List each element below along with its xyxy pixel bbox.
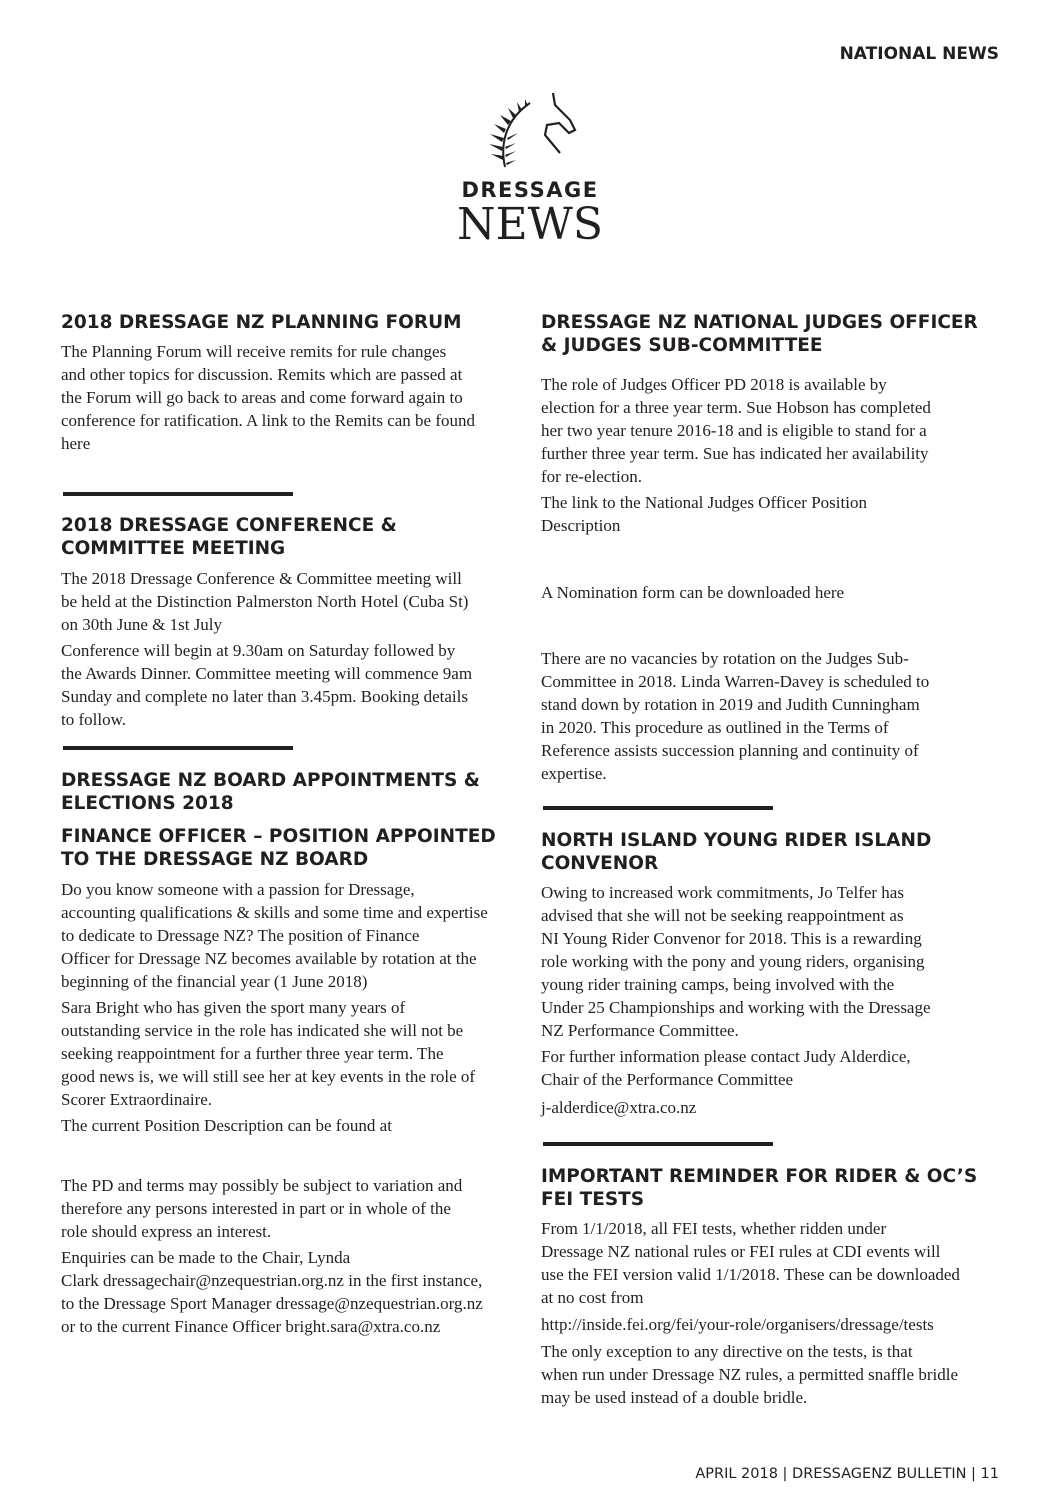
judges-article	[541, 311, 1011, 785]
article-paragraph: A Nomination form can be downloaded here	[541, 583, 845, 602]
logo-dressage: DRESSAGE	[461, 178, 599, 202]
article-heading: 2018 DRESSAGE NZ PLANNING FORUM	[61, 312, 462, 333]
article-paragraph: Enquiries can be made to the Chair, Lynda Clark dressagechair@nzequestrian.org.nz in the first instance, to the Dressage Sport Manager dressage@nzequestrian.org.nz or to the current Finance Officer bright.sara@xtra.co.nz	[61, 1248, 483, 1336]
article-paragraph: The PD and terms may possibly be subject to variation and therefore any persons interested in part or in whole of the role should express an interest.	[61, 1176, 463, 1241]
article-heading: IMPORTANT REMINDER FOR RIDER & OC’S FEI TESTS	[541, 1166, 978, 1210]
article-paragraph: There are no vacancies by rotation on the Judges Sub- Committee in 2018. Linda Warren-Davey is scheduled to stand down by rotation in 2019 and Judith Cunningham in 2020. This procedure as outlined in the Terms of Reference assists succession planning and continuity of expertise.	[541, 649, 930, 783]
article-paragraph: For further information please contact Judy Alderdice, Chair of the Performance Committee	[541, 1047, 911, 1089]
article-paragraph: The Planning Forum will receive remits for rule changes and other topics for discussion. Remits which are passed at the Forum will go back to areas and come forward again to conference for ratification. A link to the Remits can be found here	[61, 342, 476, 453]
planning-forum-article	[61, 311, 531, 455]
article-heading: NORTH ISLAND YOUNG RIDER ISLAND CONVENOR	[541, 830, 932, 874]
divider	[63, 746, 293, 750]
fern-horse-icon	[475, 85, 585, 175]
article-paragraph: Conference will begin at 9.30am on Saturday followed by the Awards Dinner. Committee meeting will commence 9am Sunday and complete no later than 3.45pm. Booking details to follow.	[61, 641, 473, 729]
young-rider-article	[541, 829, 1011, 1119]
fei-tests-link[interactable]: http://inside.fei.org/fei/your-role/organisers/dressage/tests	[541, 1315, 934, 1334]
article-heading: 2018 DRESSAGE CONFERENCE & COMMITTEE MEETING	[61, 515, 397, 559]
article-paragraph: The link to the National Judges Officer Position Description	[541, 493, 867, 535]
article-paragraph: The only exception to any directive on the tests, is that when run under Dressage NZ rules, a permitted snaffle bridle may be used instead of a double bridle.	[541, 1342, 958, 1407]
divider	[63, 492, 293, 496]
contact-email[interactable]: j-alderdice@xtra.co.nz	[541, 1098, 697, 1117]
article-paragraph: Owing to increased work commitments, Jo Telfer has advised that she will not be seeking reappointment as NI Young Rider Convenor for 2018. This is a rewarding role working with the pony and young riders, organising young rider training camps, being involved with the Under 25 Championships and working with the Dressage NZ Performance Committee.	[541, 883, 931, 1040]
divider	[543, 806, 773, 810]
article-paragraph: From 1/1/2018, all FEI tests, whether ridden under Dressage NZ national rules or FEI rules at CDI events will use the FEI version valid 1/1/2018. These can be downloaded at no cost from	[541, 1219, 960, 1307]
logo-news: NEWS	[457, 199, 603, 250]
board-article	[61, 769, 531, 1338]
article-paragraph: The current Position Description can be found at	[61, 1116, 392, 1135]
article-paragraph: The 2018 Dressage Conference & Committee meeting will be held at the Distinction Palmerston North Hotel (Cuba St) on 30th June & 1st July	[61, 569, 469, 634]
divider	[543, 1142, 773, 1146]
article-paragraph: Do you know someone with a passion for Dressage, accounting qualifications & skills and some time and expertise to dedicate to Dressage NZ? The position of Finance Officer for Dressage NZ becomes available by rotation at the beginning of the financial year (1 June 2018)	[61, 880, 488, 991]
fei-tests-article	[541, 1165, 1011, 1409]
section-header: NATIONAL NEWS	[839, 44, 999, 64]
article-subheading: FINANCE OFFICER – POSITION APPOINTED TO THE DRESSAGE NZ BOARD	[61, 826, 496, 870]
conference-article	[61, 514, 531, 731]
article-heading: DRESSAGE NZ NATIONAL JUDGES OFFICER & JUDGES SUB-COMMITTEE	[541, 312, 978, 356]
page-footer: APRIL 2018 | DRESSAGENZ BULLETIN | 11	[695, 1466, 999, 1482]
article-paragraph: Sara Bright who has given the sport many years of outstanding service in the role has indicated she will not be seeking reappointment for a further three year term. The good news is, we will still see her at key events in the role of Scorer Extraordinaire.	[61, 998, 476, 1109]
article-paragraph: The role of Judges Officer PD 2018 is available by election for a three year term. Sue Hobson has completed her two year tenure 2016-18 and is eligible to stand for a further three year term. Sue has indicated her availability for re-election.	[541, 375, 931, 486]
dressage-news-logo	[440, 85, 620, 248]
article-heading: DRESSAGE NZ BOARD APPOINTMENTS & ELECTIONS 2018	[61, 770, 480, 814]
